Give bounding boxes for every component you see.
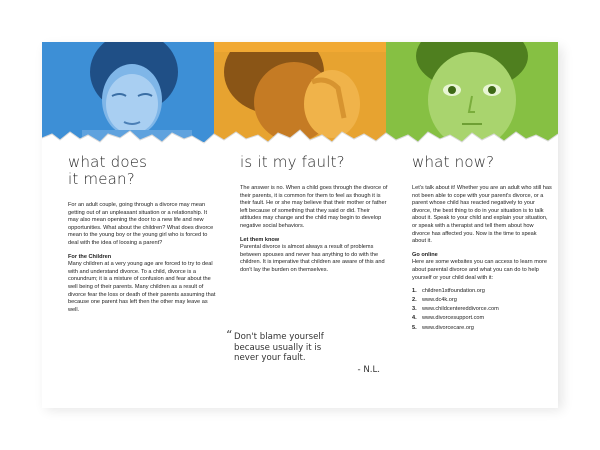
quote-author: - N.L. — [357, 364, 380, 375]
website-list — [412, 288, 552, 332]
quote-mark: “ — [226, 328, 233, 342]
subheading-let-them-know: Let them know — [240, 236, 280, 243]
torn-paper-edge — [42, 120, 558, 156]
heading-what-now: what now? — [412, 153, 495, 171]
list-item: 1. children1stfoundation.org — [412, 288, 485, 295]
column-is-it-my-fault — [240, 154, 390, 281]
list-item: 2. www.dc4k.org — [412, 297, 457, 304]
list-item: 4. www.divorcesupport.com — [412, 315, 485, 322]
paragraph-intro: For an adult couple, going through a divorce may mean getting out of an unpleasant situation or a relationship. It may also mean opening the door to a new life and new opportunities. What about the children? What does divorce mean to the young boy or the young girl who is forced to deal with the idea of loosing a parent? — [68, 202, 214, 246]
website-link: www.divorcesupport.com — [422, 315, 485, 322]
paragraph-let-them-know: Parental divorce is almost always a result of problems between spouses and never has anything to do with the children. It is imperative that children are aware of this and don't lay the burden on themselves. — [240, 244, 385, 273]
column-what-does-it-mean — [68, 154, 218, 320]
quote-line-3: never your fault. — [234, 353, 306, 363]
subheading-go-online: Go online — [412, 251, 438, 258]
column-what-now — [412, 154, 552, 334]
heading-what-does-it-mean: what does it mean? — [68, 153, 148, 188]
subheading-for-the-children: For the Children — [68, 253, 112, 260]
paragraph-children: Many children at a very young age are forced to try to deal with and understand divorce. To a child, divorce is a conundrum; it is a mixture of confusion and fear about the well being of their parents. Many children as a result of divorce fear the loss or death of their parents assuming that because one parent has left then the other may leave as well. — [68, 261, 216, 313]
website-link: children1stfoundation.org — [422, 288, 485, 295]
paragraph-answer: The answer is no. When a child goes through the divorce of their parents, it is common for them to feel as though it is their fault. He or she may believe that their mother or father left because of something that they said or did. Their attitudes may change and the child may begin to develop negative social behaviors. — [240, 185, 388, 229]
website-link: www.divorcecare.org — [422, 324, 474, 331]
website-link: www.dc4k.org — [422, 297, 457, 304]
heading-is-it-my-fault: is it my fault? — [240, 153, 345, 171]
quote-line-1: Don't blame yourself — [234, 332, 324, 342]
list-item: 3. www.childcentereddivorce.com — [412, 306, 499, 313]
website-link: www.childcentereddivorce.com — [422, 306, 499, 313]
paragraph-talk-about-it: Let's talk about it! Whether you are an adult who still has not been able to cope with your parent's divorce, or a parent whose child has reacted negatively to your divorce, the best thing to do in your situation is to talk about it. Speak to your child and explain your situation, or speak with a therapist and tell them about how divorce has affected you. Now is the time to speak about it. — [412, 185, 552, 245]
brochure — [42, 42, 558, 408]
list-item: 5. www.divorcecare.org — [412, 324, 474, 331]
quote-line-2: because usually it is — [234, 342, 322, 353]
paragraph-go-online: Here are some websites you can access to learn more about parental divorce and what you can do to help yourself or your child deal with it: — [412, 259, 547, 281]
pull-quote — [226, 328, 394, 375]
